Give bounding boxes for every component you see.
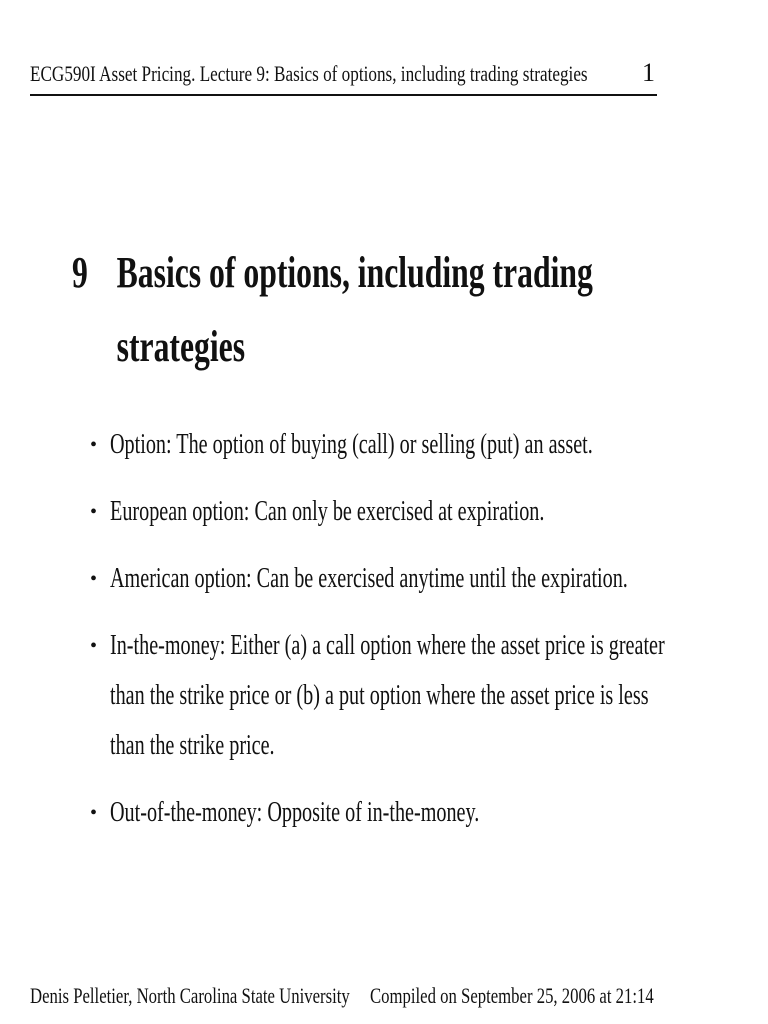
bullet-text — [110, 554, 628, 604]
footer-author: Denis Pelletier, North Carolina State University — [30, 983, 350, 1008]
bullet-item — [90, 788, 710, 838]
bullet-dot: • — [90, 434, 98, 456]
footer-compiled-date: Compiled on September 25, 2006 at 21:14 — [370, 983, 654, 1008]
bullet-text — [110, 420, 593, 470]
bullet-item — [90, 621, 710, 771]
section-number: 9 — [72, 248, 88, 297]
bullet-line: American option: Can be exercised anytime until the expiration. — [110, 563, 628, 594]
bullet-dot: • — [90, 635, 98, 657]
section-title-line: Basics of options, including trading — [116, 248, 593, 297]
section-title-line: strategies — [116, 322, 246, 371]
bullet-item — [90, 420, 710, 470]
bullet-dot: • — [90, 802, 98, 824]
section-title-text — [116, 236, 593, 384]
bullet-dot: • — [90, 568, 98, 590]
bullet-item — [90, 554, 710, 604]
bullet-text — [110, 788, 542, 838]
bullet-line: than the strike price or (b) a put option where the asset price is less — [110, 680, 649, 711]
bullet-text — [110, 621, 665, 771]
bullet-item — [90, 487, 710, 537]
bullet-dot: • — [90, 501, 98, 523]
slide-header — [30, 60, 657, 96]
bullet-text — [110, 487, 545, 537]
bullet-line: Out-of-the-money: Opposite of in-the-money. — [110, 797, 480, 828]
bullet-list — [90, 420, 710, 838]
bullet-line: than the strike price. — [110, 730, 275, 761]
bullet-line: Option: The option of buying (call) or selling (put) an asset. — [110, 429, 593, 460]
page-number: 1 — [642, 58, 655, 87]
bullet-line: In-the-money: Either (a) a call option where the asset price is greater — [110, 630, 665, 661]
header-title: ECG590I Asset Pricing. Lecture 9: Basics of options, including trading strategies — [30, 61, 588, 86]
bullet-line: European option: Can only be exercised at expiration. — [110, 496, 545, 527]
